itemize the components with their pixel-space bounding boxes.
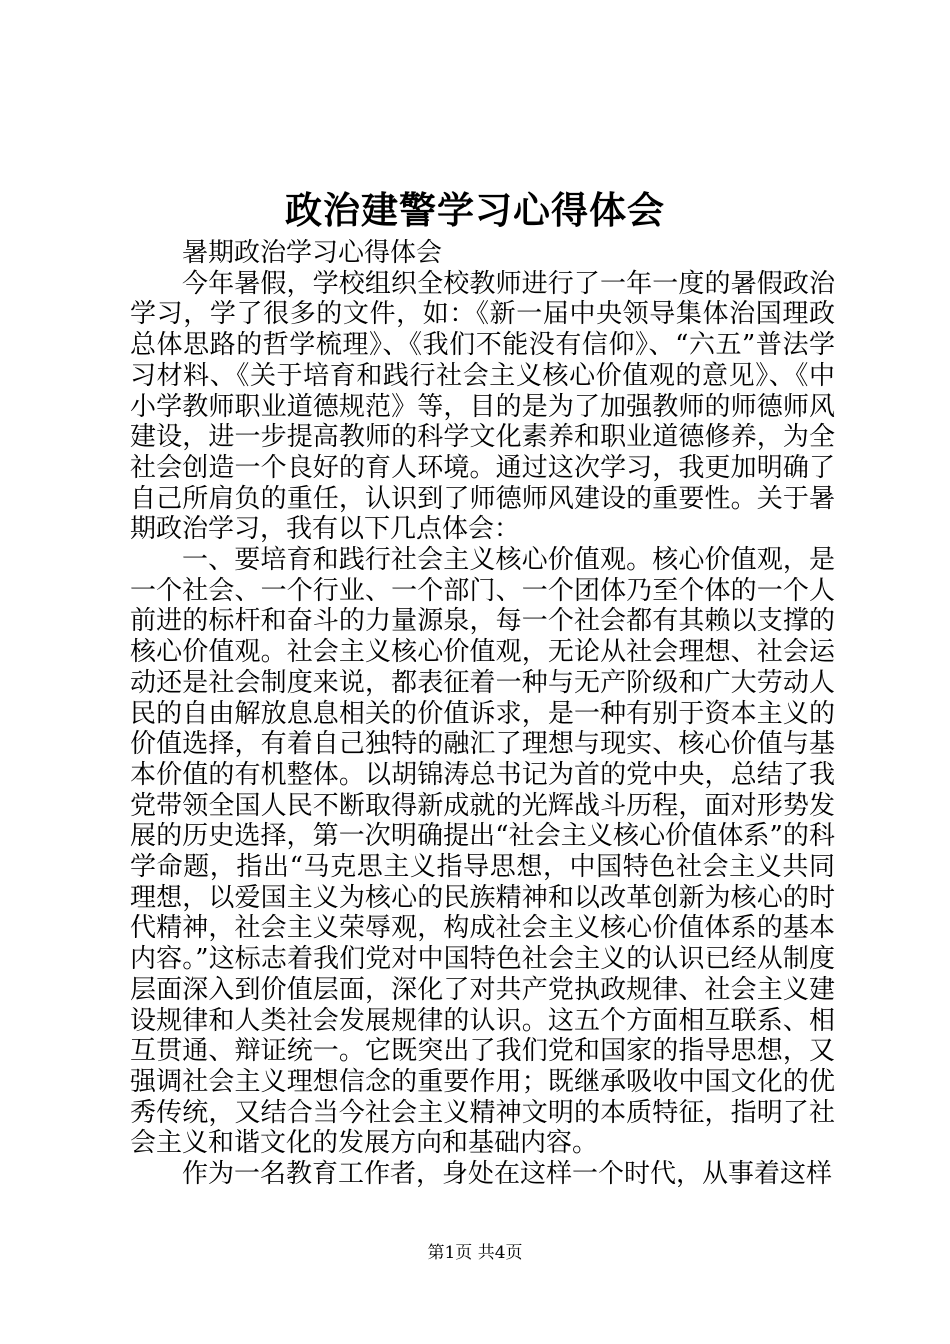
subtitle-paragraph: 暑期政治学习心得体会 <box>182 238 443 268</box>
body-paragraph: 作为一名教育工作者，身处在这样一个时代，从事着这样 <box>182 1159 833 1190</box>
document-title: 政治建警学习心得体会 <box>285 188 665 232</box>
body-paragraph: 今年暑假，学校组织全校教师进行了一年一度的暑假政治学习，学了很多的文件，如：《新一届中央领导集体治国理政总体思路的哲学梳理》、《我们不能没有信仰》、“六五”普法学习材料、《关于培育和践行社会主义核心价值观的意见》、《中小学教师职业道德规范》等，目的是为了加强教师的师德师风建设，进一步提高教师的科学文化素养和职业道德修养，为全社会创造一个良好的育人环境。通过这次学习，我更加明确了自己所肩负的重任，认识到了师德师风建设的重要性。关于暑期政治学习，我有以下几点体会： <box>130 268 835 545</box>
body-paragraph: 一、要培育和践行社会主义核心价值观。核心价值观，是一个社会、一个行业、一个部门、一个团体乃至个体的一个人前进的标杆和奋斗的力量源泉，每一个社会都有其赖以支撑的核心价值观。社会主义核心价值观，无论从社会理想、社会运动还是社会制度来说，都表征着一种与无产阶级和广大劳动人民的自由解放息息相关的价值诉求，是一种有别于资本主义的价值选择，有着自己独特的融汇了理想与现实、核心价值与基本价值的有机整体。以胡锦涛总书记为首的党中央，总结了我党带领全国人民不断取得新成就的光辉战斗历程，面对形势发展的历史选择，第一次明确提出“社会主义核心价值体系”的科学命题，指出“马克思主义指导思想，中国特色社会主义共同理想，以爱国主义为核心的民族精神和以改革创新为核心的时代精神，社会主义荣辱观，构成社会主义核心价值体系的基本内容。”这标志着我们党对中国特色社会主义的认识已经从制度层面深入到价值层面，深化了对共产党执政规律、社会主义建设规律和人类社会发展规律的认识。这五个方面相互联系、相互贯通、辩证统一。它既突出了我们党和国家的指导思想，又强调社会主义理想信念的重要作用；既继承吸收中国文化的优秀传统，又结合当今社会主义精神文明的本质特征，指明了社会主义和谐文化的发展方向和基础内容。 <box>130 545 835 1159</box>
document-body <box>130 238 835 1190</box>
page-footer: 第1页 共4页 <box>427 1243 523 1263</box>
